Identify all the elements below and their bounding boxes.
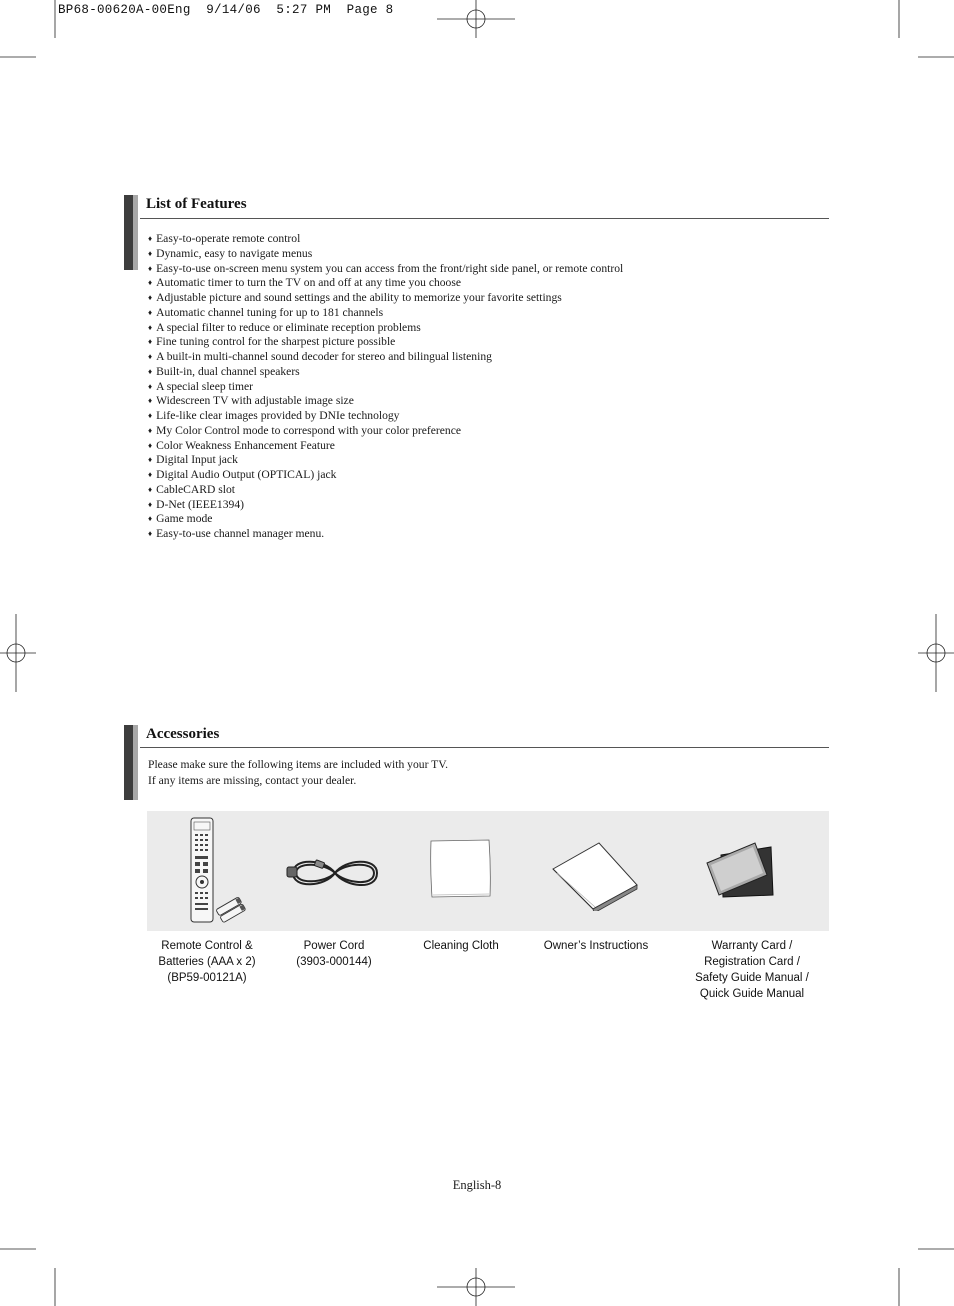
intro-line: Please make sure the following items are included with your TV. — [148, 758, 448, 771]
remote-control-icon — [187, 816, 249, 926]
cleaning-cloth-icon — [427, 838, 495, 900]
section-marker-accessories — [124, 725, 138, 800]
label-line: Quick Guide Manual — [699, 988, 805, 1000]
bullet-icon: ♦ — [148, 337, 153, 347]
accessory-label-owners-instructions — [526, 938, 666, 954]
feature-text: Built-in, dual channel speakers — [156, 364, 300, 378]
feature-item — [148, 394, 623, 409]
feature-item — [148, 527, 623, 542]
feature-item — [148, 335, 623, 350]
feature-item — [148, 306, 623, 321]
bullet-icon: ♦ — [148, 396, 153, 406]
feature-item — [148, 321, 623, 336]
label-line: Power Cord — [303, 940, 365, 952]
feature-item — [148, 498, 623, 513]
feature-item — [148, 232, 623, 247]
bullet-icon: ♦ — [148, 248, 153, 258]
feature-text: CableCARD slot — [156, 482, 235, 496]
bullet-icon: ♦ — [148, 470, 153, 479]
bullet-icon: ♦ — [148, 514, 153, 524]
bullet-icon: ♦ — [148, 529, 153, 538]
feature-text: Life-like clear images provided by DNIe technology — [156, 409, 400, 422]
label-line: Cleaning Cloth — [423, 940, 499, 952]
power-cord-icon — [285, 853, 385, 895]
section-marker-features — [124, 195, 138, 270]
accessories-heading: Accessories — [146, 726, 220, 742]
bullet-icon: ♦ — [148, 322, 153, 332]
feature-text: D-Net (IEEE1394) — [156, 497, 244, 511]
bullet-icon: ♦ — [148, 455, 153, 465]
feature-item — [148, 512, 623, 527]
manual-booklet-icon — [551, 841, 641, 911]
feature-text: My Color Control mode to correspond with your color preference — [156, 423, 461, 437]
bullet-icon: ♦ — [148, 234, 153, 243]
feature-item — [148, 453, 623, 468]
feature-item — [148, 409, 623, 424]
bullet-icon: ♦ — [148, 278, 153, 288]
feature-text: Color Weakness Enhancement Feature — [156, 438, 335, 452]
feature-text: Digital Input jack — [156, 453, 238, 467]
feature-text: A special sleep timer — [156, 379, 253, 393]
bullet-icon: ♦ — [148, 352, 153, 361]
feature-item — [148, 380, 623, 395]
feature-item — [148, 424, 623, 439]
accessories-rule — [140, 747, 829, 748]
accessory-label-cleaning-cloth — [401, 938, 521, 954]
label-line: Owner’s Instructions — [543, 940, 649, 952]
accessory-label-warranty — [682, 938, 822, 1002]
bullet-icon: ♦ — [148, 307, 153, 317]
feature-text: Automatic channel tuning for up to 181 channels — [156, 305, 384, 319]
feature-text: A built-in multi-channel sound decoder for stereo and bilingual listening — [156, 350, 492, 363]
feature-item — [148, 291, 623, 306]
bullet-icon: ♦ — [148, 293, 153, 302]
feature-text: Easy-to-operate remote control — [156, 232, 301, 245]
feature-item — [148, 262, 623, 277]
bullet-icon: ♦ — [148, 425, 153, 435]
feature-item — [148, 247, 623, 262]
label-line: Safety Guide Manual / — [695, 972, 809, 984]
bullet-icon: ♦ — [148, 440, 153, 450]
features-heading: List of Features — [146, 196, 247, 212]
feature-item — [148, 468, 623, 483]
intro-line: If any items are missing, contact your dealer. — [148, 774, 357, 787]
accessories-image-panel — [147, 811, 829, 931]
label-line: (3903-000144) — [296, 956, 372, 968]
label-line: (BP59-00121A) — [167, 972, 247, 984]
bullet-icon: ♦ — [148, 381, 153, 391]
feature-text: Digital Audio Output (OPTICAL) jack — [156, 468, 337, 481]
feature-text: Adjustable picture and sound settings and the ability to memorize your favorite settings — [156, 291, 562, 304]
feature-text: Easy-to-use on-screen menu system you can access from the front/right side panel, or remote control — [156, 261, 624, 275]
feature-item — [148, 350, 623, 365]
label-line: Registration Card / — [704, 956, 800, 968]
feature-item — [148, 439, 623, 454]
warranty-cards-icon — [703, 841, 779, 899]
bullet-icon: ♦ — [148, 263, 153, 273]
feature-list — [148, 232, 623, 542]
bullet-icon: ♦ — [148, 411, 153, 420]
feature-item — [148, 276, 623, 291]
feature-text: Easy-to-use channel manager menu. — [156, 527, 325, 540]
feature-text: Game mode — [156, 512, 213, 526]
feature-text: A special filter to reduce or eliminate reception problems — [156, 320, 421, 334]
feature-text: Automatic timer to turn the TV on and off at any time you choose — [156, 276, 462, 290]
accessory-label-remote — [147, 938, 267, 986]
feature-text: Fine tuning control for the sharpest picture possible — [156, 335, 396, 349]
feature-item — [148, 365, 623, 380]
feature-item — [148, 483, 623, 498]
feature-text: Dynamic, easy to navigate menus — [156, 246, 313, 260]
label-line: Batteries (AAA x 2) — [158, 956, 256, 968]
features-rule — [140, 218, 829, 219]
bullet-icon: ♦ — [148, 499, 153, 509]
bullet-icon: ♦ — [148, 366, 153, 376]
page-number: English-8 — [452, 1178, 502, 1192]
label-line: Warranty Card / — [711, 940, 793, 952]
accessories-intro — [148, 757, 448, 789]
bullet-icon: ♦ — [148, 484, 153, 494]
feature-text: Widescreen TV with adjustable image size — [156, 394, 354, 408]
print-slug: BP68-00620A-00Eng 9/14/06 5:27 PM Page 8 — [58, 3, 394, 17]
label-line: Remote Control & — [161, 940, 253, 952]
accessory-label-power-cord — [274, 938, 394, 970]
